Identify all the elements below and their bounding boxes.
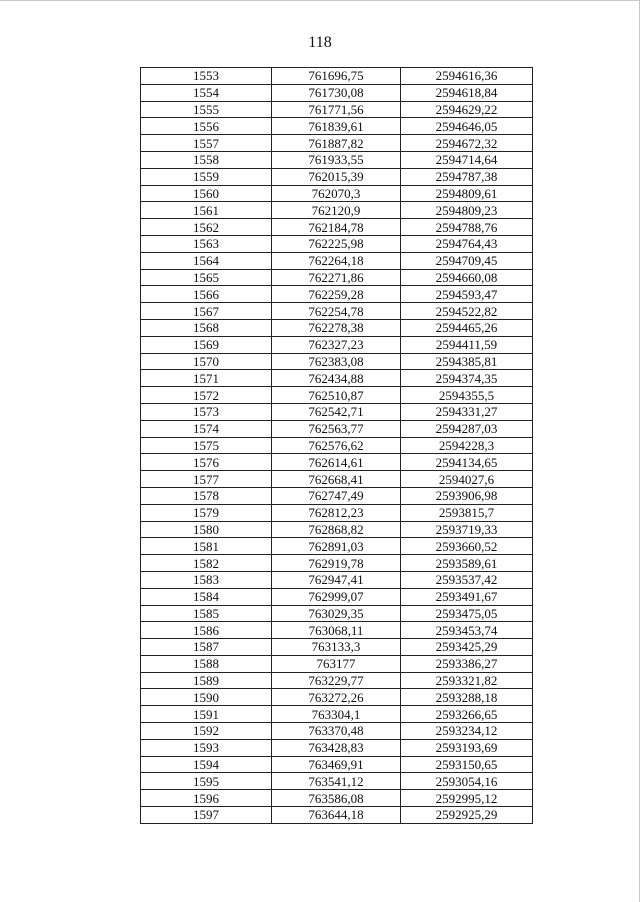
x-coordinate-cell: 762576,62 <box>272 437 401 454</box>
y-coordinate-cell: 2594134,65 <box>401 454 533 471</box>
point-number-cell: 1568 <box>141 319 272 336</box>
point-number-cell: 1570 <box>141 353 272 370</box>
x-coordinate-cell: 763272,26 <box>272 689 401 706</box>
x-coordinate-cell: 761696,75 <box>272 68 401 85</box>
point-number-cell: 1576 <box>141 454 272 471</box>
point-number-cell: 1596 <box>141 790 272 807</box>
x-coordinate-cell: 761730,08 <box>272 84 401 101</box>
table-row <box>141 135 533 152</box>
point-number-cell: 1597 <box>141 807 272 824</box>
point-number-cell: 1563 <box>141 235 272 252</box>
point-number-cell: 1589 <box>141 672 272 689</box>
table-row <box>141 353 533 370</box>
table-row <box>141 235 533 252</box>
point-number-cell: 1578 <box>141 487 272 504</box>
table-row <box>141 773 533 790</box>
y-coordinate-cell: 2594411,59 <box>401 336 533 353</box>
table-row <box>141 219 533 236</box>
x-coordinate-cell: 763229,77 <box>272 672 401 689</box>
table-row <box>141 739 533 756</box>
point-number-cell: 1569 <box>141 336 272 353</box>
table-row <box>141 807 533 824</box>
table-row <box>141 202 533 219</box>
y-coordinate-cell: 2594374,35 <box>401 370 533 387</box>
y-coordinate-cell: 2593288,18 <box>401 689 533 706</box>
table-row <box>141 168 533 185</box>
table-row <box>141 706 533 723</box>
point-number-cell: 1556 <box>141 118 272 135</box>
x-coordinate-cell: 762542,71 <box>272 403 401 420</box>
x-coordinate-cell: 762563,77 <box>272 420 401 437</box>
table-row <box>141 319 533 336</box>
y-coordinate-cell: 2593321,82 <box>401 672 533 689</box>
x-coordinate-cell: 762278,38 <box>272 319 401 336</box>
table-row <box>141 286 533 303</box>
x-coordinate-cell: 762434,88 <box>272 370 401 387</box>
y-coordinate-cell: 2593054,16 <box>401 773 533 790</box>
y-coordinate-cell: 2594709,45 <box>401 252 533 269</box>
y-coordinate-cell: 2593537,42 <box>401 571 533 588</box>
y-coordinate-cell: 2594764,43 <box>401 235 533 252</box>
x-coordinate-cell: 763428,83 <box>272 739 401 756</box>
table-row <box>141 101 533 118</box>
y-coordinate-cell: 2593150,65 <box>401 756 533 773</box>
y-coordinate-cell: 2593491,67 <box>401 588 533 605</box>
x-coordinate-cell: 761933,55 <box>272 151 401 168</box>
y-coordinate-cell: 2594629,22 <box>401 101 533 118</box>
y-coordinate-cell: 2593386,27 <box>401 655 533 672</box>
x-coordinate-cell: 762919,78 <box>272 555 401 572</box>
coordinates-table-body <box>141 68 533 824</box>
table-row <box>141 555 533 572</box>
x-coordinate-cell: 762271,86 <box>272 269 401 286</box>
x-coordinate-cell: 762614,61 <box>272 454 401 471</box>
x-coordinate-cell: 762225,98 <box>272 235 401 252</box>
y-coordinate-cell: 2594593,47 <box>401 286 533 303</box>
table-row <box>141 252 533 269</box>
y-coordinate-cell: 2593475,05 <box>401 605 533 622</box>
point-number-cell: 1565 <box>141 269 272 286</box>
x-coordinate-cell: 763133,3 <box>272 639 401 656</box>
x-coordinate-cell: 762383,08 <box>272 353 401 370</box>
point-number-cell: 1588 <box>141 655 272 672</box>
y-coordinate-cell: 2593425,29 <box>401 639 533 656</box>
x-coordinate-cell: 762747,49 <box>272 487 401 504</box>
x-coordinate-cell: 763177 <box>272 655 401 672</box>
y-coordinate-cell: 2593815,7 <box>401 504 533 521</box>
x-coordinate-cell: 762812,23 <box>272 504 401 521</box>
point-number-cell: 1575 <box>141 437 272 454</box>
x-coordinate-cell: 762015,39 <box>272 168 401 185</box>
x-coordinate-cell: 763370,48 <box>272 723 401 740</box>
table-row <box>141 118 533 135</box>
point-number-cell: 1571 <box>141 370 272 387</box>
point-number-cell: 1560 <box>141 185 272 202</box>
x-coordinate-cell: 763068,11 <box>272 622 401 639</box>
y-coordinate-cell: 2594660,08 <box>401 269 533 286</box>
y-coordinate-cell: 2594355,5 <box>401 387 533 404</box>
y-coordinate-cell: 2592995,12 <box>401 790 533 807</box>
point-number-cell: 1572 <box>141 387 272 404</box>
coordinates-table <box>140 67 533 824</box>
table-row <box>141 756 533 773</box>
y-coordinate-cell: 2594646,05 <box>401 118 533 135</box>
point-number-cell: 1557 <box>141 135 272 152</box>
y-coordinate-cell: 2593589,61 <box>401 555 533 572</box>
point-number-cell: 1561 <box>141 202 272 219</box>
y-coordinate-cell: 2593234,12 <box>401 723 533 740</box>
point-number-cell: 1559 <box>141 168 272 185</box>
x-coordinate-cell: 762868,82 <box>272 521 401 538</box>
point-number-cell: 1577 <box>141 471 272 488</box>
point-number-cell: 1558 <box>141 151 272 168</box>
x-coordinate-cell: 762510,87 <box>272 387 401 404</box>
x-coordinate-cell: 763029,35 <box>272 605 401 622</box>
point-number-cell: 1590 <box>141 689 272 706</box>
table-row <box>141 538 533 555</box>
table-row <box>141 151 533 168</box>
y-coordinate-cell: 2593453,74 <box>401 622 533 639</box>
y-coordinate-cell: 2594385,81 <box>401 353 533 370</box>
y-coordinate-cell: 2593266,65 <box>401 706 533 723</box>
x-coordinate-cell: 762259,28 <box>272 286 401 303</box>
x-coordinate-cell: 763644,18 <box>272 807 401 824</box>
table-row <box>141 504 533 521</box>
point-number-cell: 1567 <box>141 303 272 320</box>
point-number-cell: 1579 <box>141 504 272 521</box>
y-coordinate-cell: 2594672,32 <box>401 135 533 152</box>
table-row <box>141 588 533 605</box>
x-coordinate-cell: 763304,1 <box>272 706 401 723</box>
table-row <box>141 521 533 538</box>
point-number-cell: 1583 <box>141 571 272 588</box>
point-number-cell: 1553 <box>141 68 272 85</box>
y-coordinate-cell: 2594465,26 <box>401 319 533 336</box>
y-coordinate-cell: 2592925,29 <box>401 807 533 824</box>
point-number-cell: 1580 <box>141 521 272 538</box>
table-row <box>141 622 533 639</box>
y-coordinate-cell: 2594287,03 <box>401 420 533 437</box>
point-number-cell: 1555 <box>141 101 272 118</box>
y-coordinate-cell: 2593193,69 <box>401 739 533 756</box>
point-number-cell: 1564 <box>141 252 272 269</box>
x-coordinate-cell: 762184,78 <box>272 219 401 236</box>
point-number-cell: 1566 <box>141 286 272 303</box>
table-row <box>141 420 533 437</box>
y-coordinate-cell: 2594228,3 <box>401 437 533 454</box>
point-number-cell: 1585 <box>141 605 272 622</box>
y-coordinate-cell: 2594809,23 <box>401 202 533 219</box>
y-coordinate-cell: 2594027,6 <box>401 471 533 488</box>
table-row <box>141 370 533 387</box>
point-number-cell: 1587 <box>141 639 272 656</box>
y-coordinate-cell: 2594618,84 <box>401 84 533 101</box>
table-row <box>141 487 533 504</box>
point-number-cell: 1581 <box>141 538 272 555</box>
x-coordinate-cell: 762668,41 <box>272 471 401 488</box>
x-coordinate-cell: 762264,18 <box>272 252 401 269</box>
table-row <box>141 639 533 656</box>
table-row <box>141 403 533 420</box>
table-row <box>141 471 533 488</box>
x-coordinate-cell: 762999,07 <box>272 588 401 605</box>
point-number-cell: 1562 <box>141 219 272 236</box>
point-number-cell: 1595 <box>141 773 272 790</box>
x-coordinate-cell: 762327,23 <box>272 336 401 353</box>
y-coordinate-cell: 2594788,76 <box>401 219 533 236</box>
point-number-cell: 1554 <box>141 84 272 101</box>
table-row <box>141 689 533 706</box>
scan-edge-top <box>0 0 640 1</box>
y-coordinate-cell: 2594331,27 <box>401 403 533 420</box>
table-row <box>141 790 533 807</box>
point-number-cell: 1573 <box>141 403 272 420</box>
table-row <box>141 655 533 672</box>
x-coordinate-cell: 762891,03 <box>272 538 401 555</box>
x-coordinate-cell: 761887,82 <box>272 135 401 152</box>
y-coordinate-cell: 2594522,82 <box>401 303 533 320</box>
x-coordinate-cell: 761771,56 <box>272 101 401 118</box>
x-coordinate-cell: 763541,12 <box>272 773 401 790</box>
x-coordinate-cell: 761839,61 <box>272 118 401 135</box>
x-coordinate-cell: 762120,9 <box>272 202 401 219</box>
y-coordinate-cell: 2594616,36 <box>401 68 533 85</box>
point-number-cell: 1574 <box>141 420 272 437</box>
table-row <box>141 387 533 404</box>
point-number-cell: 1593 <box>141 739 272 756</box>
y-coordinate-cell: 2594714,64 <box>401 151 533 168</box>
table-row <box>141 672 533 689</box>
y-coordinate-cell: 2594809,61 <box>401 185 533 202</box>
y-coordinate-cell: 2593906,98 <box>401 487 533 504</box>
table-row <box>141 84 533 101</box>
y-coordinate-cell: 2593660,52 <box>401 538 533 555</box>
y-coordinate-cell: 2594787,38 <box>401 168 533 185</box>
table-row <box>141 571 533 588</box>
table-row <box>141 336 533 353</box>
point-number-cell: 1592 <box>141 723 272 740</box>
table-row <box>141 723 533 740</box>
table-row <box>141 303 533 320</box>
point-number-cell: 1594 <box>141 756 272 773</box>
point-number-cell: 1591 <box>141 706 272 723</box>
table-row <box>141 269 533 286</box>
x-coordinate-cell: 762070,3 <box>272 185 401 202</box>
table-row <box>141 68 533 85</box>
table-row <box>141 185 533 202</box>
point-number-cell: 1584 <box>141 588 272 605</box>
page-number: 118 <box>308 34 332 51</box>
x-coordinate-cell: 762254,78 <box>272 303 401 320</box>
table-row <box>141 437 533 454</box>
table-row <box>141 605 533 622</box>
x-coordinate-cell: 763586,08 <box>272 790 401 807</box>
x-coordinate-cell: 763469,91 <box>272 756 401 773</box>
x-coordinate-cell: 762947,41 <box>272 571 401 588</box>
point-number-cell: 1582 <box>141 555 272 572</box>
table-row <box>141 454 533 471</box>
y-coordinate-cell: 2593719,33 <box>401 521 533 538</box>
point-number-cell: 1586 <box>141 622 272 639</box>
